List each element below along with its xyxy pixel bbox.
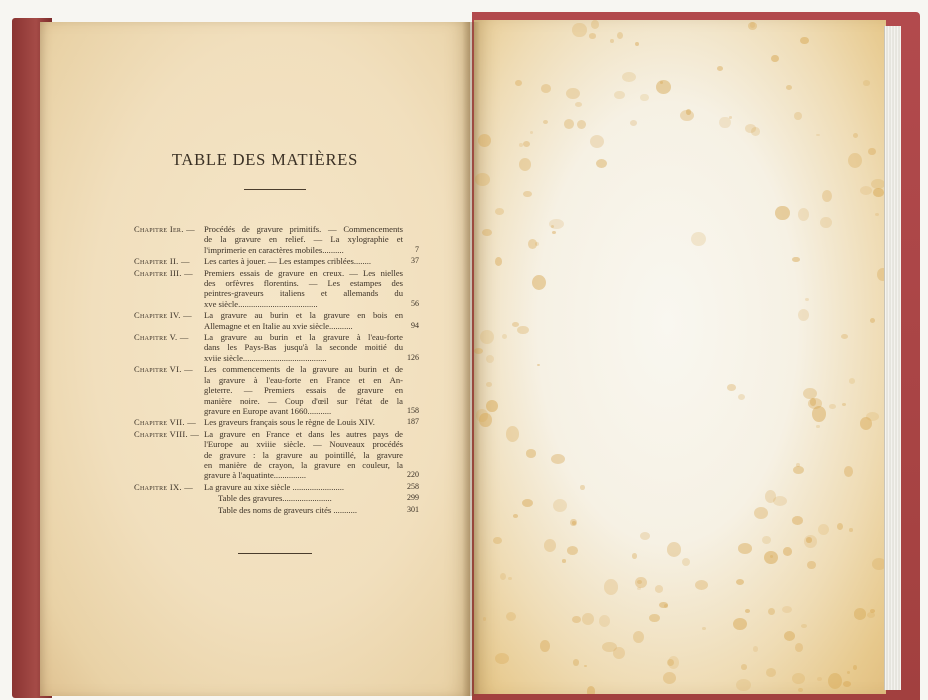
foxing-spot bbox=[573, 659, 579, 665]
foxing-spot bbox=[495, 208, 504, 215]
table-of-contents bbox=[134, 224, 419, 516]
foxing-spot bbox=[480, 330, 494, 345]
foxing-spot bbox=[794, 112, 802, 120]
foxing-spot bbox=[493, 537, 502, 544]
book-gutter bbox=[462, 22, 480, 696]
foxing-spot bbox=[792, 516, 803, 525]
foxing-spot bbox=[837, 523, 843, 530]
toc-entry bbox=[134, 310, 419, 331]
foxing-spot bbox=[482, 229, 492, 237]
foxing-spot bbox=[584, 665, 587, 668]
entry-line: Les commencements de la gravure au burin et de bbox=[204, 364, 403, 375]
foxing-spot bbox=[544, 539, 556, 552]
foxing-spot bbox=[829, 404, 836, 409]
foxing-spot bbox=[868, 148, 876, 156]
foxing-spot bbox=[762, 536, 771, 544]
foxing-spot bbox=[782, 606, 793, 614]
foxing-spot bbox=[614, 91, 625, 100]
foxing-spot bbox=[562, 559, 567, 563]
foxing-spot bbox=[807, 561, 816, 569]
foxing-spot bbox=[736, 579, 744, 585]
foxing-spot bbox=[849, 378, 855, 384]
foxing-spot bbox=[717, 66, 723, 71]
foxing-spot bbox=[599, 615, 610, 627]
foxing-spot bbox=[817, 677, 822, 681]
entry-line: La gravure en France et dans les autres pays de bbox=[204, 428, 403, 439]
foxing-spot bbox=[596, 159, 607, 168]
foxing-spot bbox=[792, 257, 799, 262]
page-number: 158 bbox=[407, 405, 419, 415]
toc-entry bbox=[134, 417, 419, 427]
page-edges bbox=[884, 26, 901, 690]
foxing-spot bbox=[822, 190, 832, 202]
foxing-spot bbox=[875, 213, 879, 216]
foxing-spot bbox=[572, 616, 581, 623]
foxing-spot bbox=[655, 585, 663, 593]
entry-line: gravure en Europe avant 1660........... bbox=[204, 405, 332, 416]
foxing-spot bbox=[630, 120, 637, 126]
foxing-spot bbox=[820, 217, 832, 228]
entry-line: gravure à l'aquatinte............... bbox=[204, 470, 307, 481]
entry-line: Allemagne et en Italie au xvie siècle........... bbox=[204, 320, 353, 331]
entry-line: l'Europe au xviiie siècle. — Nouveaux procédés bbox=[204, 439, 403, 450]
foxing-spot bbox=[486, 355, 494, 363]
foxing-spot bbox=[483, 617, 487, 621]
entry-line: en manière de crayon, la gravure en couleur, la bbox=[204, 459, 403, 470]
foxing-spot bbox=[635, 42, 640, 47]
foxing-spot bbox=[570, 519, 577, 527]
foxing-spot bbox=[495, 257, 502, 266]
foxing-spot bbox=[540, 640, 550, 651]
foxing-spot bbox=[808, 398, 823, 409]
foxing-spot bbox=[818, 524, 829, 535]
foxing-spot bbox=[798, 688, 802, 692]
chapter-label: Chapitre VIII. — bbox=[134, 428, 200, 439]
foxing-spot bbox=[523, 141, 531, 148]
foxing-spot bbox=[748, 22, 757, 30]
foxing-spot bbox=[727, 384, 736, 391]
chapter-label: Chapitre V. — bbox=[134, 332, 189, 343]
foxing-spot bbox=[816, 134, 819, 137]
foxing-spot bbox=[486, 382, 492, 388]
foxing-spot bbox=[841, 334, 848, 340]
foxing-spot bbox=[495, 653, 510, 664]
foxing-spot bbox=[867, 612, 875, 618]
chapter-label: Chapitre IX. — bbox=[134, 481, 194, 492]
entry-line: dans les Pays-Bas jusqu'à la seconde moitié du bbox=[204, 342, 403, 353]
foxing-spot bbox=[729, 116, 732, 119]
foxing-spot bbox=[617, 32, 623, 39]
foxing-spot bbox=[582, 613, 594, 625]
foxing-spot bbox=[793, 466, 805, 475]
foxing-spot bbox=[486, 400, 498, 412]
foxing-spot bbox=[640, 532, 651, 540]
foxing-spot bbox=[844, 466, 853, 476]
foxing-spot bbox=[806, 537, 812, 543]
entry-line: Procédés de gravure primitifs. — Commencements bbox=[204, 224, 403, 234]
foxing-spot bbox=[580, 485, 584, 490]
foxing-spot bbox=[637, 587, 641, 590]
title-rule bbox=[244, 189, 306, 190]
foxing-spot bbox=[745, 124, 756, 133]
foxing-spot bbox=[766, 668, 776, 677]
foxing-spot bbox=[853, 133, 858, 138]
foxing-spot bbox=[551, 454, 565, 465]
foxing-spot bbox=[502, 334, 507, 339]
foxing-spot bbox=[800, 37, 809, 44]
page-number: 37 bbox=[411, 256, 419, 266]
page-number: 187 bbox=[407, 417, 419, 427]
foxing-spot bbox=[543, 120, 548, 124]
foxing-spot bbox=[506, 426, 519, 441]
chapter-label: Chapitre Ier. — bbox=[134, 224, 195, 234]
foxing-spot bbox=[610, 39, 614, 43]
entry-line: xviie siècle....................................... bbox=[204, 352, 327, 363]
entry-line: de gravure : la gravure au pointillé, la gravure bbox=[204, 449, 403, 460]
entry-line: Table des noms de graveurs cités ........... bbox=[218, 504, 358, 515]
right-page bbox=[474, 20, 886, 694]
foxing-spot bbox=[632, 553, 637, 559]
foxing-spot bbox=[771, 55, 778, 62]
foxing-spot bbox=[695, 580, 708, 590]
foxing-spot bbox=[873, 188, 884, 197]
end-rule bbox=[238, 553, 312, 554]
entry-line: La gravure au burin et la gravure à l'eau-forte bbox=[204, 332, 403, 343]
toc-entry bbox=[134, 268, 419, 310]
toc-entry-index bbox=[134, 505, 419, 515]
entry-line: Table des gravures....................... bbox=[218, 493, 332, 504]
foxing-spot bbox=[530, 131, 533, 134]
foxing-spot bbox=[783, 547, 792, 555]
chapter-label: Chapitre VI. — bbox=[134, 364, 193, 375]
foxing-spot bbox=[575, 102, 582, 107]
foxing-spot bbox=[816, 425, 819, 428]
foxing-spot bbox=[532, 275, 546, 290]
foxing-spot bbox=[564, 119, 574, 129]
foxing-spot bbox=[773, 496, 788, 506]
foxing-spot bbox=[622, 72, 636, 82]
foxing-spot bbox=[741, 664, 748, 670]
entry-line: de la gravure en relief. — La xylographie et bbox=[204, 234, 403, 245]
entry-line: Les graveurs français sous le règne de Louis XIV. bbox=[204, 417, 375, 428]
foxing-spot bbox=[604, 579, 619, 595]
foxing-spot bbox=[842, 403, 846, 406]
foxing-spot bbox=[738, 543, 752, 553]
foxing-spot bbox=[526, 449, 537, 458]
foxing-spot bbox=[519, 158, 531, 171]
foxing-spot bbox=[587, 686, 596, 694]
entry-line: manière noire. — Coup d'œil sur l'état de la bbox=[204, 395, 403, 406]
foxing-spot bbox=[649, 614, 659, 622]
foxing-spot bbox=[552, 231, 556, 234]
foxing-spot bbox=[500, 573, 506, 580]
chapter-label: Chapitre III. — bbox=[134, 267, 193, 278]
foxing-spot bbox=[784, 631, 796, 642]
foxing-spot bbox=[736, 679, 751, 691]
page-number: 258 bbox=[407, 481, 419, 491]
foxing-spot bbox=[849, 528, 854, 532]
page-number: 56 bbox=[411, 298, 419, 308]
entry-line: La gravure au xixe siècle ........................ bbox=[204, 481, 345, 492]
entry-line: la gravure à l'eau-forte en France et en An- bbox=[204, 374, 403, 385]
foxing-spot bbox=[843, 681, 852, 687]
entry-line: Premiers essais de gravure en creux. — Les nielles bbox=[204, 267, 403, 278]
foxing-spot bbox=[523, 191, 532, 198]
foxing-spot bbox=[803, 388, 817, 399]
foxing-spot bbox=[663, 672, 677, 684]
foxing-spot bbox=[860, 417, 872, 430]
page-title: TABLE DES MATIÈRES bbox=[171, 150, 359, 169]
foxing-spot bbox=[702, 627, 706, 631]
foxing-spot bbox=[854, 608, 867, 620]
foxing-spot bbox=[798, 309, 809, 321]
foxing-spot bbox=[479, 413, 492, 428]
toc-entry-tables bbox=[134, 493, 419, 503]
foxing-spot bbox=[506, 612, 516, 621]
entry-line: gleterre. — Premiers essais de gravure en bbox=[204, 385, 403, 396]
page-number: 94 bbox=[411, 320, 419, 330]
foxing-spot bbox=[522, 499, 533, 507]
foxing-spot bbox=[847, 671, 850, 674]
foxing-spot bbox=[792, 673, 806, 684]
foxing-spot bbox=[745, 609, 751, 613]
toc-entry bbox=[134, 364, 419, 416]
foxing-spot bbox=[541, 84, 551, 93]
foxing-spot bbox=[553, 499, 567, 512]
entry-line: peintres-graveurs italiens et allemands du bbox=[204, 288, 403, 299]
page-number: 126 bbox=[407, 352, 419, 362]
toc-entry bbox=[134, 429, 419, 481]
page-number: 299 bbox=[407, 493, 419, 503]
foxing-spot bbox=[508, 577, 512, 581]
foxing-spot bbox=[828, 673, 842, 689]
page-number: 301 bbox=[407, 504, 419, 514]
foxing-spot bbox=[798, 208, 809, 221]
foxing-spot bbox=[667, 542, 682, 557]
toc-entry bbox=[134, 482, 419, 492]
foxing-spot bbox=[870, 318, 875, 323]
foxing-spot bbox=[549, 219, 564, 230]
page-number: 220 bbox=[407, 470, 419, 480]
foxing-spot bbox=[519, 143, 523, 147]
foxing-spot bbox=[860, 186, 872, 195]
entry-line: xve siècle..................................... bbox=[204, 298, 318, 309]
foxing-spot bbox=[567, 546, 578, 555]
foxing-spot bbox=[848, 153, 862, 168]
foxing-spot bbox=[656, 80, 671, 94]
foxing-spot bbox=[754, 507, 768, 519]
chapter-label: Chapitre IV. — bbox=[134, 310, 192, 321]
foxing-spot bbox=[775, 206, 789, 220]
page-number: 7 bbox=[415, 244, 419, 254]
foxing-spot bbox=[691, 232, 706, 246]
foxing-spot bbox=[664, 604, 668, 608]
foxing-spot bbox=[733, 618, 747, 631]
entry-line: Les cartes à jouer. — Les estampes criblées........ bbox=[204, 256, 372, 267]
toc-entry bbox=[134, 256, 419, 266]
foxing-spot bbox=[738, 394, 745, 400]
foxing-spot bbox=[589, 33, 596, 39]
foxing-spot bbox=[863, 80, 870, 85]
foxing-spot bbox=[590, 135, 605, 149]
foxing-spot bbox=[853, 665, 857, 669]
entry-line: des orfèvres florentins. — Les estampes des bbox=[204, 278, 403, 289]
foxing-spot bbox=[801, 624, 807, 628]
foxing-spot bbox=[528, 239, 537, 249]
chapter-label: Chapitre VII. — bbox=[134, 417, 197, 428]
foxing-spot bbox=[577, 120, 586, 129]
foxing-spot bbox=[517, 326, 529, 335]
chapter-label: Chapitre II. — bbox=[134, 256, 190, 267]
toc-entry bbox=[134, 332, 419, 363]
foxing-spot bbox=[537, 364, 540, 367]
foxing-spot bbox=[753, 646, 758, 652]
foxing-spot bbox=[633, 631, 644, 644]
foxing-spot bbox=[640, 94, 649, 102]
foxing-spot bbox=[795, 643, 803, 652]
foxing-spot bbox=[805, 298, 809, 301]
foxing-spot bbox=[515, 80, 522, 86]
foxing-spot bbox=[513, 514, 518, 518]
foxing-spot bbox=[682, 558, 690, 566]
foxing-spot bbox=[768, 608, 775, 616]
foxing-spot bbox=[591, 20, 599, 29]
foxing-spot bbox=[572, 23, 587, 38]
foxing-spot bbox=[786, 85, 793, 91]
entry-line: La gravure au burin et la gravure en bois en bbox=[204, 310, 403, 321]
foxing-spot bbox=[602, 642, 616, 652]
toc-entry bbox=[134, 224, 419, 255]
foxing-spot bbox=[566, 88, 580, 99]
entry-line: l'imprimerie en caractères mobiles.......... bbox=[204, 244, 344, 255]
